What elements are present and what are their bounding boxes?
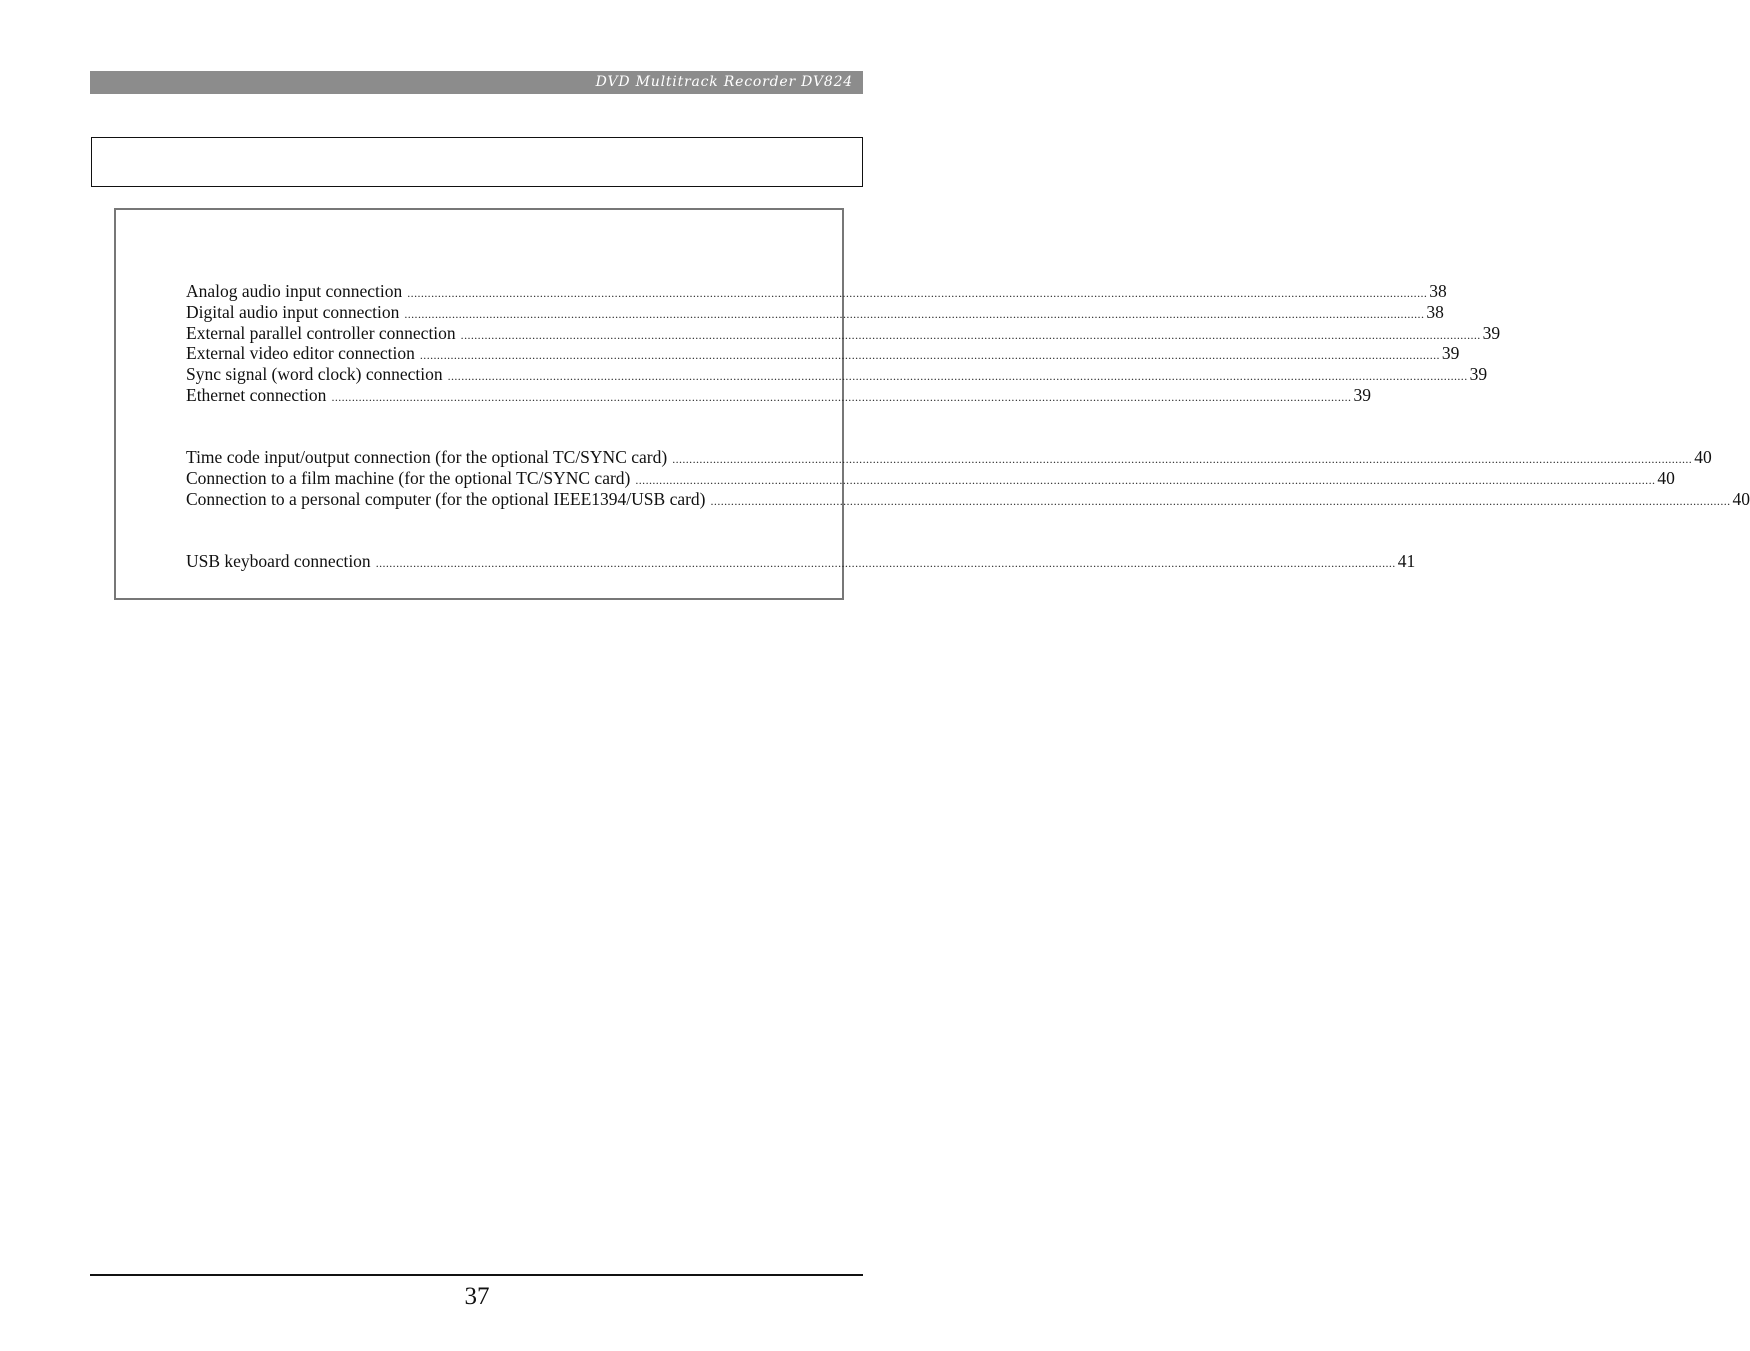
toc-leader-dots: ............................................................................................................................................................................................................................................................................................................	[404, 306, 1425, 321]
toc-entry[interactable]	[186, 488, 1750, 510]
toc-entry[interactable]	[186, 467, 1675, 489]
toc-leader-dots: ............................................................................................................................................................................................................................................................................................................	[460, 327, 1481, 342]
header-title: DVD Multitrack Recorder DV824	[595, 74, 853, 90]
footer-rule	[90, 1274, 863, 1276]
toc-leader-dots: ............................................................................................................................................................................................................................................................................................................	[419, 348, 1440, 363]
toc-leader-dots: ............................................................................................................................................................................................................................................................................................................	[407, 286, 1428, 300]
toc-entry[interactable]	[186, 281, 1447, 302]
toc-entry[interactable]	[186, 343, 1460, 364]
toc-entry-page: 40	[1657, 467, 1675, 488]
toc-leader-dots: ............................................................................................................................................................................................................................................................................................................	[672, 452, 1693, 466]
toc-entry-page: 40	[1694, 447, 1712, 467]
chapter-title-box	[91, 137, 863, 187]
toc-leader-dots: ............................................................................................................................................................................................................................................................................................................	[447, 369, 1468, 384]
toc-entry-title: Ethernet connection	[186, 384, 327, 405]
toc-entry-title: External parallel controller connection	[186, 322, 456, 343]
toc-group-1	[186, 281, 1501, 406]
toc-group-2	[186, 447, 1750, 509]
toc-leader-dots: ............................................................................................................................................................................................................................................................................................................	[635, 472, 1656, 487]
toc-entry-page: 39	[1469, 364, 1488, 385]
toc-entry-title: Sync signal (word clock) connection	[186, 364, 443, 385]
toc-leader-dots: ............................................................................................................................................................................................................................................................................................................	[331, 389, 1352, 404]
toc-entry[interactable]	[186, 447, 1712, 468]
toc-box	[114, 208, 1750, 600]
toc-entry-title: External video editor connection	[186, 343, 415, 364]
toc-entry-title: Time code input/output connection (for the optional TC/SYNC card)	[186, 447, 668, 467]
toc-leader-dots: ............................................................................................................................................................................................................................................................................................................	[710, 493, 1731, 508]
toc-entry-page: 41	[1397, 551, 1416, 571]
toc-entry-page: 38	[1429, 281, 1447, 301]
toc-entry-page: 40	[1732, 488, 1750, 509]
toc-entry-page: 39	[1441, 343, 1460, 364]
toc-entry-title: USB keyboard connection	[186, 551, 371, 571]
toc-entry[interactable]	[186, 384, 1371, 406]
toc-entry-page: 39	[1482, 322, 1501, 343]
toc-leader-dots: ............................................................................................................................................................................................................................................................................................................	[375, 556, 1396, 570]
toc-entry-page: 38	[1426, 301, 1444, 322]
toc-entry[interactable]	[186, 322, 1501, 344]
toc-entry[interactable]	[186, 301, 1444, 323]
toc-entry-title: Connection to a film machine (for the optional TC/SYNC card)	[186, 467, 631, 488]
toc-entry-title: Analog audio input connection	[186, 281, 403, 301]
header-bar	[90, 71, 863, 94]
toc-entry[interactable]	[186, 364, 1488, 385]
toc-entry-title: Connection to a personal computer (for the optional IEEE1394/USB card)	[186, 488, 706, 509]
toc-entry[interactable]	[186, 551, 1416, 572]
toc-entry-title: Digital audio input connection	[186, 301, 400, 322]
toc-entry-page: 39	[1353, 384, 1371, 405]
page-number: 37	[464, 1283, 490, 1310]
toc-group-3	[186, 551, 1416, 572]
